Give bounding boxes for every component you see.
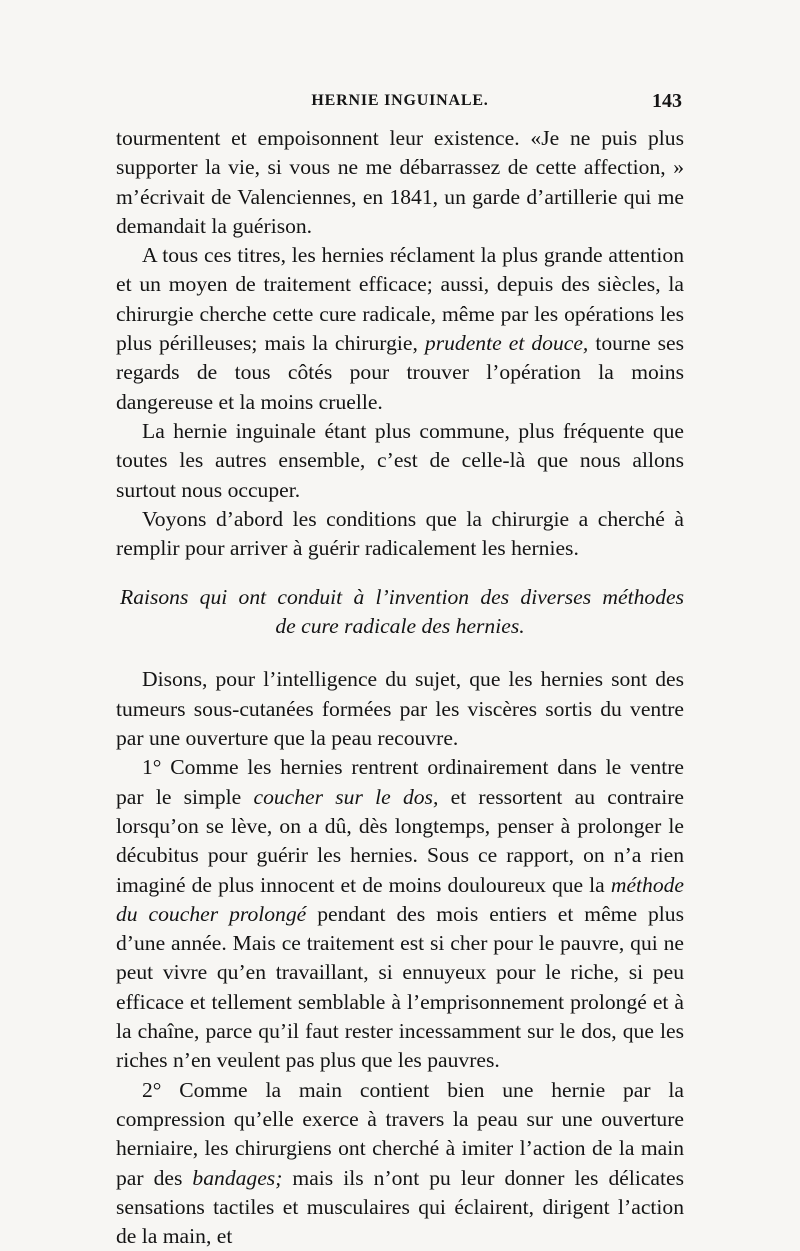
paragraph-6-emphasis-2: méthode du coucher prolongé: [116, 872, 684, 926]
paragraph-6-text-c: pendant des mois entiers et même plus d’une année. Mais ce traitement est si cher pour le pauvre, qui ne peut vivre qu’en travaillant, si ennuyeux pour le riche, si peu efficace et tellement semblable à l’emprisonnement prolongé et à la chaîne, parce qu’il faut rester incessamment sur le dos, que les riches n’en veulent pas plus que les pauvres.: [116, 901, 684, 1073]
paragraph-6: [116, 753, 684, 1075]
paragraph-4-text: Voyons d’abord les conditions que la chirurgie a cherché à remplir pour arriver à guérir radicalement les hernies.: [116, 506, 684, 561]
paragraph-2-text-a: A tous ces titres, les hernies réclament la plus grande attention et un moyen de traitement efficace; aussi, depuis des siècles, la chirurgie cherche cette cure radicale, même par les opérations les plus périlleuses; mais la chirurgie,: [116, 243, 684, 356]
paragraph-2-text-b: tourne ses regards de tous côtés pour trouver l’opération la moins dangereuse et la moins cruelle.: [116, 331, 684, 414]
section-heading: [116, 583, 684, 641]
paragraph-4: [116, 505, 684, 564]
paragraph-7: [116, 1076, 684, 1251]
paragraph-7-text-a: 2° Comme la main contient bien une hernie par la compression qu’elle exerce à travers la peau sur une ouverture herniaire, les chirurgiens ont cherché à imiter l’action de la main par des: [116, 1077, 684, 1190]
paragraph-7-text-b: mais ils n’ont pu leur donner les délicates sensations tactiles et musculaires qui éclairent, dirigent l’action de la main, et: [116, 1165, 685, 1249]
paragraph-1: [116, 124, 684, 241]
paragraph-3: [116, 417, 684, 505]
paragraph-5-text: Disons, pour l’intelligence du sujet, que les hernies sont des tumeurs sous-cutanées formées par les viscères sortis du ventre par une ouverture que la peau recouvre.: [116, 667, 684, 751]
page-number: 143: [652, 90, 682, 112]
section-heading-line-2: de cure radicale des hernies.: [275, 614, 525, 639]
paragraph-7-emphasis: bandages;: [192, 1165, 283, 1190]
paragraph-3-text: La hernie inguinale étant plus commune, plus fréquente que toutes les autres ensemble, c’est de celle-là que nous allons surtout nous occuper.: [116, 418, 684, 502]
paragraph-6-emphasis-1: coucher sur le dos,: [253, 784, 439, 809]
paragraph-6-text-a: 1° Comme les hernies rentrent ordinairement dans le ventre par le simple: [116, 755, 684, 809]
section-heading-line-1: Raisons qui ont conduit à l’invention des diverses méthodes: [120, 585, 684, 610]
paragraph-6-text-b: et ressortent au contraire lorsqu’on se lève, on a dû, dès longtemps, penser à prolonger le décubitus pour guérir les hernies. Sous ce rapport, on n’a rien imaginé de plus innocent et de moins douloureux que la: [116, 784, 684, 897]
paragraph-2: [116, 241, 684, 417]
paragraph-2-emphasis: prudente et douce,: [424, 331, 589, 356]
running-head: HERNIE INGUINALE.: [311, 92, 489, 109]
paragraph-1-text: tourmentent et empoisonnent leur existence. «Je ne puis plus supporter la vie, si vous ne me débarrassez de cette affection, » m’écrivait de Valenciennes, en 1841, un garde d’artillerie qui me demandait la guérison.: [116, 126, 684, 238]
body-text: [116, 124, 684, 1251]
page-header: [116, 92, 684, 124]
paragraph-5: [116, 665, 684, 753]
